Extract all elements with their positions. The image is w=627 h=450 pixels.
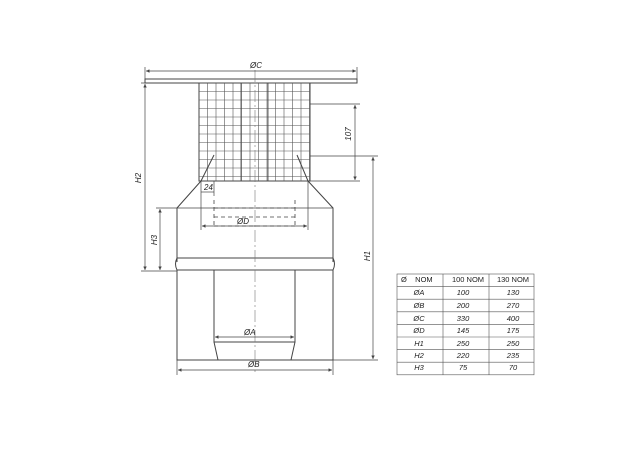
table-row-label: H2 xyxy=(414,351,424,360)
table-cell: 250 xyxy=(456,339,470,348)
label-dia-a: ØA xyxy=(244,328,256,337)
label-h3: H3 xyxy=(150,234,159,246)
table-cell: 130 xyxy=(506,288,520,297)
mesh-grid xyxy=(199,83,310,181)
label-h1: H1 xyxy=(363,250,372,262)
label-107: 107 xyxy=(344,127,353,141)
table-row-label: ØB xyxy=(413,301,425,310)
table-header-nom: Ø NOM xyxy=(401,275,433,284)
table-cell: 70 xyxy=(508,363,518,372)
dimension-table xyxy=(397,274,534,375)
table-cell: 200 xyxy=(456,301,470,310)
table-row-label: H3 xyxy=(414,363,424,372)
table-row-label: ØC xyxy=(413,314,425,323)
label-24: 24 xyxy=(204,183,213,192)
table-cell: 250 xyxy=(506,339,520,348)
table-header-100: 100 NOM xyxy=(451,275,485,284)
table-row-label: ØD xyxy=(413,326,425,335)
table-cell: 330 xyxy=(456,314,470,323)
label-h2: H2 xyxy=(134,172,143,184)
table-cell: 270 xyxy=(506,301,520,310)
table-cell: 145 xyxy=(456,326,470,335)
table-cell: 235 xyxy=(506,351,520,360)
table-cell: 400 xyxy=(506,314,520,323)
label-dia-b: ØB xyxy=(248,360,260,369)
table-cell: 175 xyxy=(506,326,520,335)
table-row-label: ØA xyxy=(413,288,425,297)
label-dia-d: ØD xyxy=(237,217,249,226)
cowl-body xyxy=(145,70,357,372)
table-cell: 100 xyxy=(456,288,470,297)
top-cap xyxy=(145,79,357,83)
label-dia-c: ØC xyxy=(250,61,262,70)
table-cell: 75 xyxy=(458,363,468,372)
mesh-screen xyxy=(199,83,310,181)
table-header-130: 130 NOM xyxy=(496,275,530,284)
table-row-label: H1 xyxy=(414,339,424,348)
table-cell: 220 xyxy=(456,351,470,360)
